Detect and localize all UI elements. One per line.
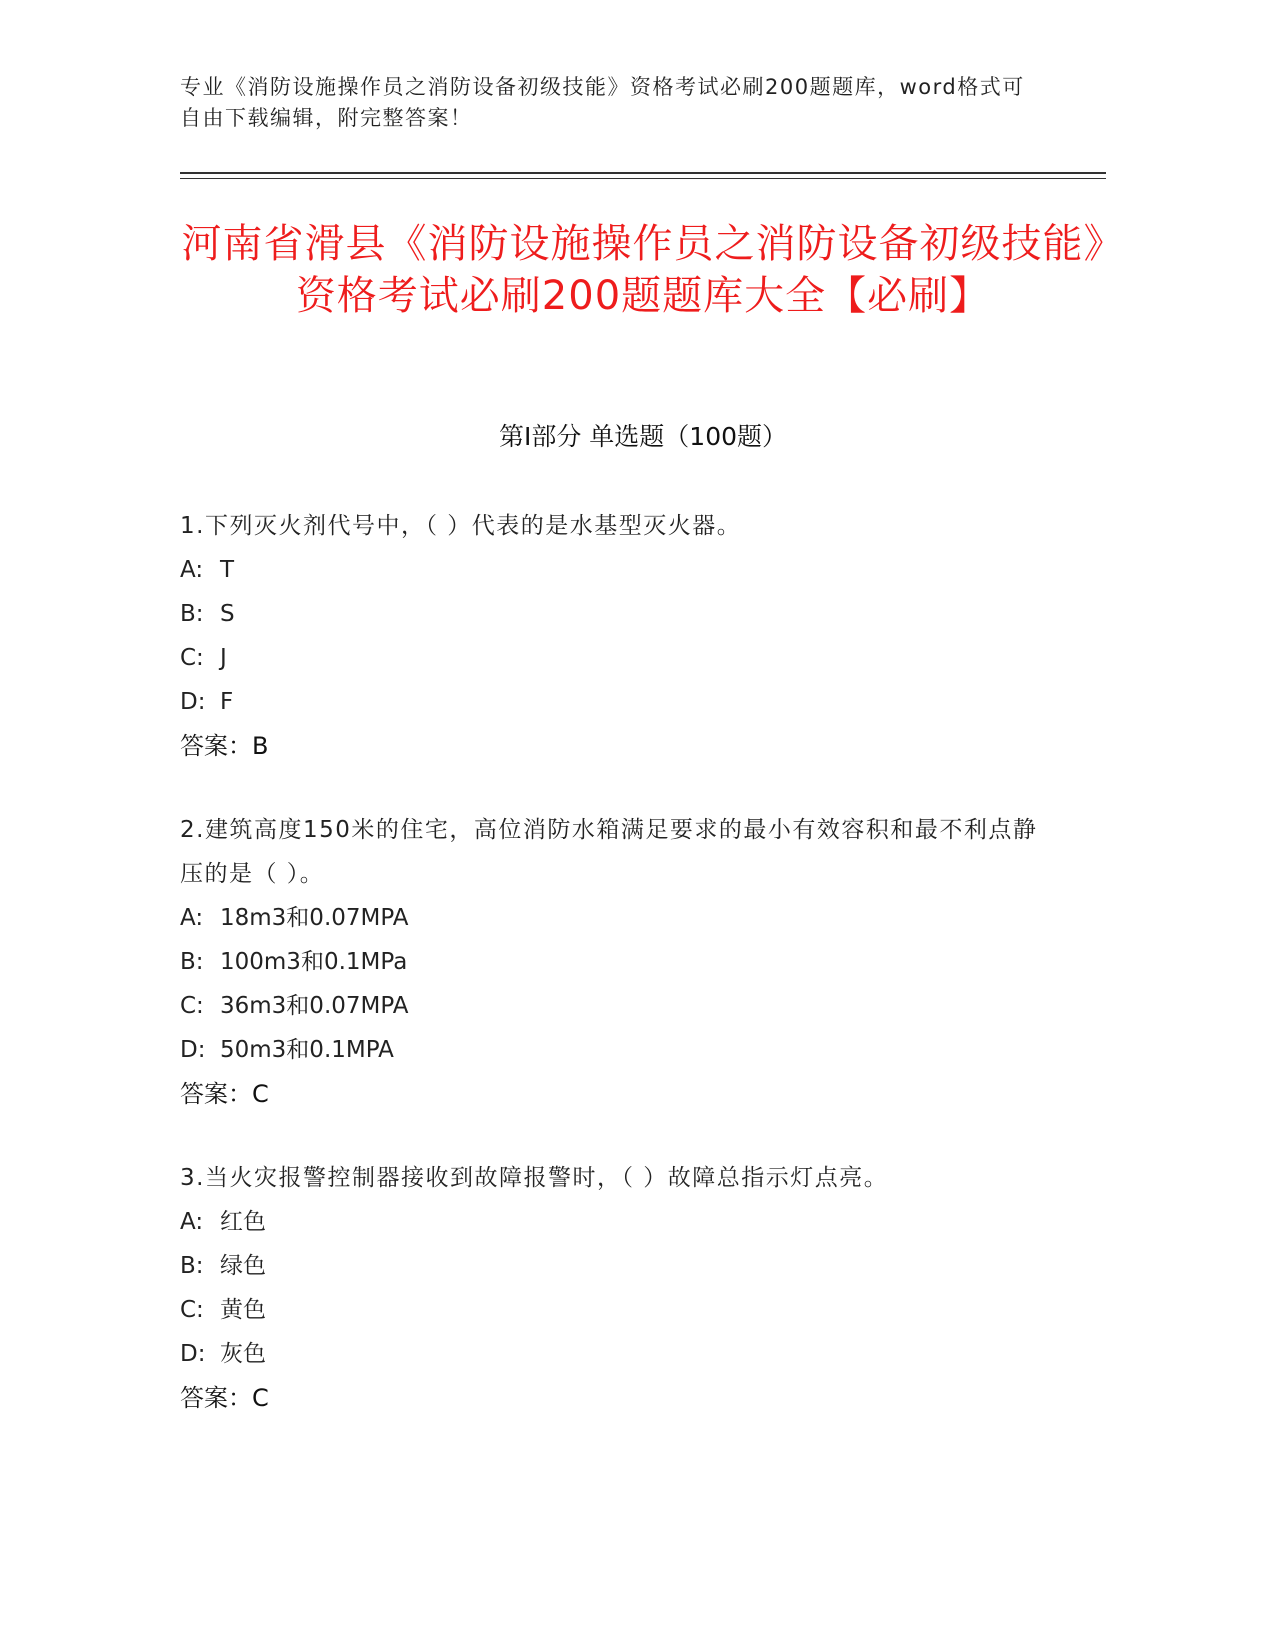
question-text: 2.建筑高度150米的住宅，高位消防水箱满足要求的最小有效容积和最不利点静压的是（ ）。 [180,817,1038,887]
option-a [180,896,1040,940]
option-value: 红色 [220,1209,266,1235]
option-d [180,1028,1040,1072]
option-value: 绿色 [220,1253,266,1279]
option-value: 50m3和0.1MPA [220,1037,394,1063]
answer-line: 答案：C [180,1080,269,1108]
option-a [180,1200,1040,1244]
header-divider-thick [180,172,1106,174]
option-key: C: [180,645,204,671]
question-3 [180,1156,1040,1420]
question-1 [180,504,1040,768]
document-title: 河南省滑县《消防设施操作员之消防设备初级技能》资格考试必刷200题题库大全【必刷】 [181,221,1105,319]
header-note: 专业《消防设施操作员之消防设备初级技能》资格考试必刷200题题库，word格式可自由下载编辑，附完整答案！ [180,75,1025,130]
option-c [180,1288,1040,1332]
question-2 [180,808,1040,1116]
option-value: J [220,645,227,671]
option-key: A: [180,905,204,931]
option-key: D: [180,689,206,715]
option-key: D: [180,1341,206,1367]
option-value: S [220,601,235,627]
option-key: B: [180,601,204,627]
option-key: D: [180,1037,206,1063]
option-key: A: [180,1209,204,1235]
option-value: 36m3和0.07MPA [220,993,409,1019]
option-d [180,1332,1040,1376]
answer-line: 答案：B [180,732,269,760]
question-text: 3.当火灾报警控制器接收到故障报警时，（ ）故障总指示灯点亮。 [180,1165,889,1191]
section-heading: 第I部分 单选题（100题） [498,422,788,451]
option-value: F [220,689,234,715]
answer-line: 答案：C [180,1384,269,1412]
option-key: B: [180,949,204,975]
option-d [180,680,1040,724]
option-key: C: [180,1297,204,1323]
option-c [180,636,1040,680]
option-b [180,1244,1040,1288]
option-c [180,984,1040,1028]
option-value: 灰色 [220,1341,266,1367]
question-text: 1.下列灭火剂代号中，（ ）代表的是水基型灭火器。 [180,513,742,539]
option-value: 黄色 [220,1297,266,1323]
option-b [180,592,1040,636]
option-value: 18m3和0.07MPA [220,905,409,931]
option-value: 100m3和0.1MPa [220,949,408,975]
option-key: C: [180,993,204,1019]
option-key: B: [180,1253,204,1279]
header-divider-thin [180,178,1106,179]
option-b [180,940,1040,984]
option-key: A: [180,557,204,583]
option-a [180,548,1040,592]
option-value: T [220,557,235,583]
